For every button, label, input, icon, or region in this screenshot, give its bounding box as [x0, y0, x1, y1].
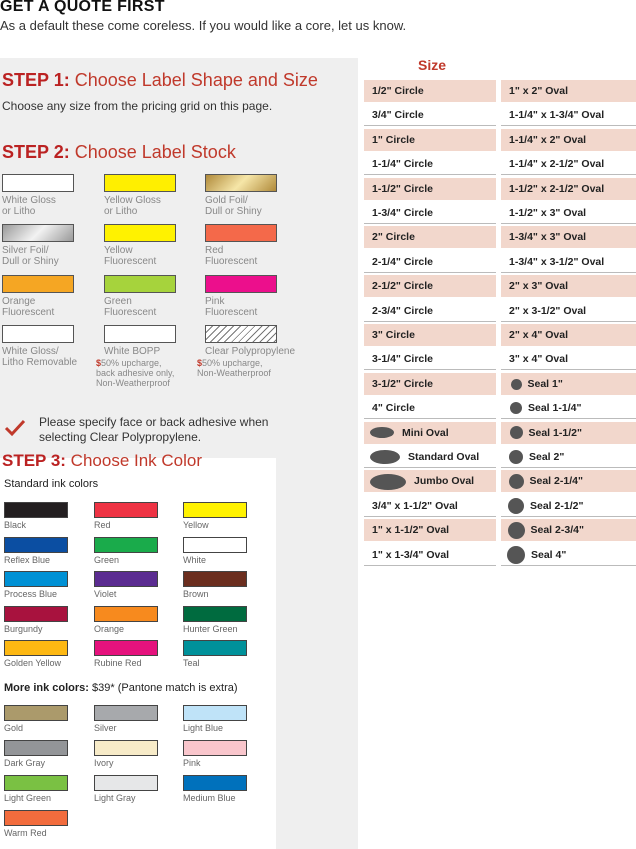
size-option-label: 1-1/2" x 3" Oval: [509, 207, 587, 219]
size-option-label: 1-1/4" x 1-3/4" Oval: [509, 109, 605, 122]
size-option[interactable]: [364, 470, 496, 492]
ink-color-swatch[interactable]: [94, 775, 158, 791]
ink-color-name: Warm Red: [4, 828, 47, 838]
size-option[interactable]: [501, 153, 636, 175]
standard-oval-icon: [370, 450, 400, 464]
size-option[interactable]: [364, 300, 496, 322]
size-option-label: 3-1/4" Circle: [372, 353, 434, 366]
size-option[interactable]: [364, 153, 496, 175]
label-stock-swatch[interactable]: [104, 325, 176, 343]
more-ink-heading: [4, 682, 238, 694]
size-option[interactable]: [501, 104, 636, 126]
ink-color-name: Medium Blue: [183, 793, 236, 803]
ink-color-swatch[interactable]: [4, 537, 68, 553]
size-option-label: Jumbo Oval: [414, 475, 475, 488]
size-option[interactable]: [364, 129, 496, 151]
step1-title: Choose Label Shape and Size: [74, 70, 318, 90]
size-option[interactable]: [501, 519, 636, 541]
size-option[interactable]: [364, 373, 496, 395]
seal-icon: [509, 450, 523, 464]
label-stock-swatch[interactable]: [205, 224, 277, 242]
label-stock-name: Yellow Gloss or Litho: [104, 195, 161, 217]
ink-color-swatch[interactable]: [4, 640, 68, 656]
size-option-label: Mini Oval: [402, 426, 449, 439]
step3-heading: [2, 451, 202, 471]
size-option-label: Standard Oval: [408, 451, 480, 463]
size-option-label: 3" Circle: [372, 329, 415, 341]
label-stock-name: Yellow Fluorescent: [104, 245, 157, 267]
label-stock-swatch[interactable]: [104, 224, 176, 242]
size-option[interactable]: [501, 397, 636, 419]
step2-number: STEP 2:: [2, 142, 70, 162]
ink-color-name: Green: [94, 554, 120, 565]
size-option-label: 3/4" Circle: [372, 109, 424, 122]
size-option-label: 1-1/2" Circle: [372, 182, 434, 195]
seal-icon: [510, 402, 522, 414]
size-option[interactable]: [501, 80, 636, 102]
size-option-label: Seal 2-3/4": [530, 524, 584, 537]
ink-color-swatch[interactable]: [94, 571, 158, 587]
label-stock-swatch[interactable]: [2, 174, 74, 192]
ink-color-swatch[interactable]: [4, 775, 68, 791]
step3-title: Choose Ink Color: [70, 451, 203, 470]
label-stock-name: Red Fluorescent: [205, 245, 258, 267]
ink-color-name: Ivory: [94, 758, 114, 768]
label-stock-note: [197, 358, 271, 378]
ink-color-swatch[interactable]: [183, 606, 247, 622]
step2-heading: [2, 142, 236, 163]
step3-number: STEP 3:: [2, 451, 66, 470]
size-option-label: 1" x 1-3/4" Oval: [372, 548, 450, 561]
size-option[interactable]: [501, 275, 636, 297]
ink-color-swatch[interactable]: [183, 705, 247, 721]
ink-color-name: Rubine Red: [94, 658, 142, 668]
label-stock-swatch[interactable]: [2, 275, 74, 293]
ink-color-swatch[interactable]: [4, 740, 68, 756]
size-option[interactable]: [501, 470, 636, 492]
size-option[interactable]: [501, 348, 636, 370]
ink-color-name: Yellow: [183, 520, 209, 530]
ink-color-name: Teal: [183, 658, 200, 668]
size-option[interactable]: [501, 178, 636, 200]
ink-color-swatch[interactable]: [94, 640, 158, 656]
size-option[interactable]: [364, 178, 496, 200]
label-stock-swatch[interactable]: [2, 325, 74, 343]
step1-number: STEP 1:: [2, 70, 70, 90]
size-option[interactable]: [364, 251, 496, 273]
ink-color-name: Golden Yellow: [4, 658, 62, 668]
ink-color-name: Light Gray: [94, 793, 136, 803]
ink-color-name: Light Green: [4, 793, 52, 803]
ink-color-name: Black: [4, 520, 27, 530]
label-stock-note-text: 50% upcharge, Non-Weatherproof: [197, 358, 271, 378]
ink-color-swatch[interactable]: [4, 705, 68, 721]
size-option-label: 1/2" Circle: [372, 85, 424, 97]
step2-title: Choose Label Stock: [74, 142, 236, 162]
label-stock-name: Clear Polypropylene: [205, 346, 296, 357]
size-option[interactable]: [364, 544, 496, 566]
label-stock-name: Orange Fluorescent: [2, 296, 55, 318]
standard-ink-title: Standard ink colors: [4, 478, 99, 490]
ink-color-name: Burgundy: [4, 623, 43, 634]
dollar-icon: $: [197, 358, 203, 368]
size-option-label: 2" x 3" Oval: [509, 280, 568, 293]
size-option[interactable]: [364, 80, 496, 102]
size-option-label: 1-3/4" x 3" Oval: [509, 231, 587, 244]
label-stock-name: White BOPP: [104, 346, 161, 357]
size-option-label: 1" x 1-1/2" Oval: [372, 524, 450, 537]
ink-color-name: Silver: [94, 723, 117, 733]
label-stock-note: [96, 358, 174, 388]
size-option[interactable]: [364, 446, 496, 468]
size-option[interactable]: [501, 544, 636, 566]
size-option-label: 1-3/4" x 3-1/2" Oval: [509, 255, 605, 268]
page-subtitle: As a default these come coreless. If you would like a core, let us know.: [0, 18, 407, 33]
size-option[interactable]: [364, 519, 496, 541]
jumbo-oval-icon: [370, 474, 406, 490]
size-option-label: 2-1/2" Circle: [372, 280, 434, 293]
size-option[interactable]: [501, 373, 636, 395]
ink-color-name: Violet: [94, 589, 117, 599]
label-stock-name: Gold Foil/ Dull or Shiny: [205, 195, 262, 217]
size-option[interactable]: [364, 104, 496, 126]
ink-color-name: Hunter Green: [183, 623, 238, 634]
ink-color-swatch[interactable]: [183, 571, 247, 587]
ink-color-swatch[interactable]: [94, 705, 158, 721]
size-option[interactable]: [364, 275, 496, 297]
size-option[interactable]: [501, 251, 636, 273]
size-option-label: Seal 2-1/2": [530, 499, 584, 512]
more-ink-price: $39* (Pantone match is extra): [92, 682, 238, 694]
size-option[interactable]: [501, 324, 636, 346]
ink-color-swatch[interactable]: [94, 606, 158, 622]
dollar-icon: $: [96, 358, 102, 368]
ink-color-name: Reflex Blue: [4, 554, 51, 565]
label-stock-swatch[interactable]: [205, 174, 277, 192]
ink-color-swatch[interactable]: [183, 502, 247, 518]
size-option-label: Seal 1-1/2": [528, 426, 582, 439]
label-stock-name: Pink Fluorescent: [205, 296, 258, 318]
size-option-label: 1-1/4" Circle: [372, 158, 434, 171]
size-option[interactable]: [364, 397, 496, 419]
ink-color-name: Brown: [183, 589, 209, 599]
size-option[interactable]: [501, 129, 636, 151]
size-table-title: Size: [418, 57, 447, 73]
label-stock-swatch[interactable]: [104, 275, 176, 293]
seal-icon: [509, 474, 524, 489]
label-stock-name: White Gloss or Litho: [2, 195, 56, 217]
size-option-label: Seal 2-1/4": [529, 475, 583, 488]
size-option-label: Seal 1": [527, 377, 563, 390]
seal-icon: [510, 426, 523, 439]
size-option-label: 2-1/4" Circle: [372, 255, 434, 268]
size-option[interactable]: [364, 495, 496, 517]
mini-oval-icon: [370, 427, 394, 438]
checkmark-icon: [4, 417, 26, 439]
ink-color-name: Red: [94, 520, 111, 530]
seal-icon: [507, 546, 525, 564]
size-option[interactable]: [501, 300, 636, 322]
label-stock-name: White Gloss/ Litho Removable: [2, 346, 78, 368]
size-option-label: Seal 1-1/4": [528, 402, 582, 415]
label-stock-note-text: 50% upcharge, back adhesive only, Non-Weatherproof: [96, 358, 175, 388]
ink-color-swatch[interactable]: [183, 740, 247, 756]
size-option-label: 3" x 4" Oval: [509, 353, 568, 366]
size-option-label: 4" Circle: [372, 402, 415, 415]
size-option[interactable]: [364, 324, 496, 346]
size-option-label: 1-1/4" x 2-1/2" Oval: [509, 158, 605, 171]
label-stock-swatch[interactable]: [2, 224, 74, 242]
ink-color-swatch[interactable]: [183, 537, 247, 553]
ink-color-swatch[interactable]: [94, 537, 158, 553]
size-option-label: 2-3/4" Circle: [372, 304, 434, 317]
label-stock-swatch[interactable]: [104, 174, 176, 192]
size-option-label: Seal 2": [529, 451, 565, 463]
ink-panel-side: [276, 458, 358, 849]
ink-color-name: Gold: [4, 723, 24, 733]
size-option-label: 1-1/2" x 2-1/2" Oval: [509, 182, 605, 195]
ink-color-name: White: [183, 554, 207, 565]
ink-color-swatch[interactable]: [4, 606, 68, 622]
step1-heading: [2, 70, 318, 91]
ink-color-name: Light Blue: [183, 723, 224, 733]
ink-color-name: Dark Gray: [4, 758, 46, 768]
size-option-label: 3-1/2" Circle: [372, 377, 434, 390]
size-option-label: 1-1/4" x 2" Oval: [509, 133, 587, 146]
label-stock-name: Green Fluorescent: [104, 296, 157, 318]
page-title: GET A QUOTE FIRST: [0, 0, 165, 15]
ink-color-swatch[interactable]: [94, 740, 158, 756]
ink-color-name: Process Blue: [4, 589, 58, 599]
step1-description: Choose any size from the pricing grid on this page.: [2, 99, 273, 113]
label-stock-swatch[interactable]: [205, 325, 277, 343]
size-option[interactable]: [364, 202, 496, 224]
ink-color-swatch[interactable]: [4, 571, 68, 587]
size-option[interactable]: [501, 446, 636, 468]
size-option-label: 2" x 3-1/2" Oval: [509, 304, 587, 317]
seal-icon: [508, 522, 525, 539]
size-option[interactable]: [364, 422, 496, 444]
ink-color-swatch[interactable]: [183, 640, 247, 656]
ink-color-swatch[interactable]: [183, 775, 247, 791]
ink-color-name: Orange: [94, 623, 125, 634]
label-stock-name: Silver Foil/ Dull or Shiny: [2, 245, 59, 267]
label-stock-swatch[interactable]: [205, 275, 277, 293]
size-option[interactable]: [501, 202, 636, 224]
more-ink-title: More ink colors:: [4, 682, 89, 694]
ink-color-swatch[interactable]: [4, 502, 68, 518]
seal-icon: [511, 379, 522, 390]
size-option-label: 2" x 4" Oval: [509, 329, 568, 341]
size-option[interactable]: [364, 348, 496, 370]
size-option-label: 2" Circle: [372, 231, 415, 244]
size-option-label: 1-3/4" Circle: [372, 207, 434, 219]
size-option[interactable]: [364, 226, 496, 248]
size-option-label: 1" Circle: [372, 133, 415, 146]
size-option-label: 1" x 2" Oval: [509, 85, 568, 97]
adhesive-note: Please specify face or back adhesive when selecting Clear Polypropylene.: [39, 415, 269, 444]
size-option[interactable]: [501, 422, 636, 444]
ink-color-name: Pink: [183, 758, 201, 768]
seal-icon: [508, 498, 524, 514]
size-option[interactable]: [501, 495, 636, 517]
size-option-label: 3/4" x 1-1/2" Oval: [372, 499, 458, 512]
ink-color-swatch[interactable]: [4, 810, 68, 826]
size-option-label: Seal 4": [531, 548, 567, 561]
size-option[interactable]: [501, 226, 636, 248]
ink-color-swatch[interactable]: [94, 502, 158, 518]
